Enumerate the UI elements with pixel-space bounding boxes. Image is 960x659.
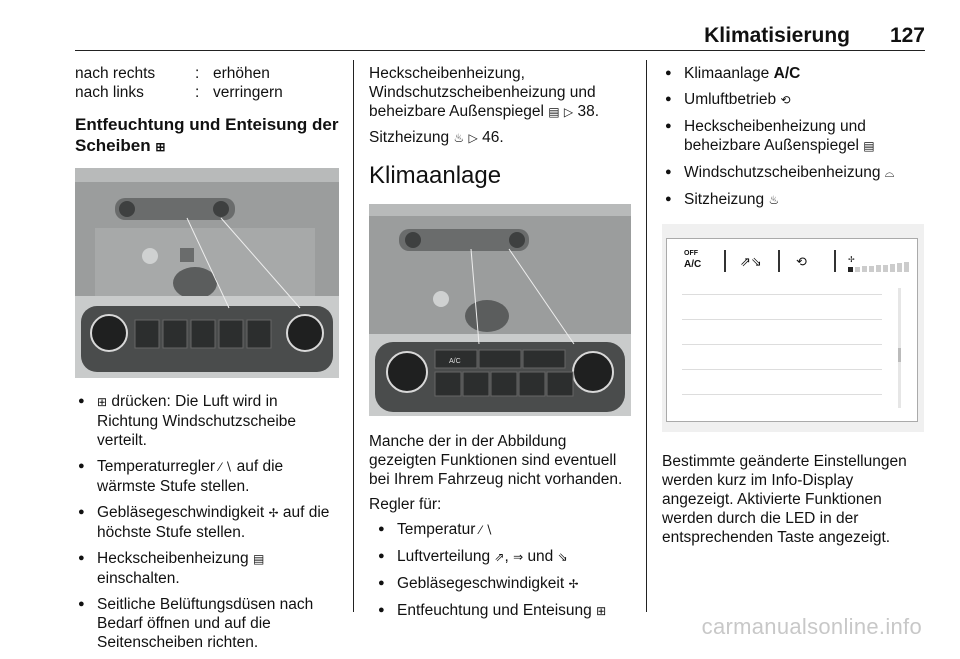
section-heading: Klimaanlage [369,162,502,189]
seat-heating-icon: ♨ [453,131,465,145]
fan-level-bar [848,262,909,272]
fan-icon: ✢ [568,577,579,591]
list-item: ● Windschutzscheibenheizung ⌓ [662,163,924,183]
list-item: ● Temperaturregler ⁄ ∖ auf die wärmste Stufe stellen. [75,457,340,496]
ac-button-label: A/C [449,358,461,365]
direction-row: nach links : verringern [75,84,283,101]
recirculation-icon: ⟲ [780,93,791,107]
instruction-list [75,392,340,652]
list-item: ● ⊞ drücken: Die Luft wird in Richtung Windschutzscheibe verteilt. [75,392,340,450]
list-item: ● Seitliche Belüftungsdüsen nach Bedarf öffnen und auf die Seitenscheiben richten. [75,595,340,652]
windscreen-heating-icon: ⌓ [884,166,895,180]
function-list [662,64,924,210]
caption: Manche der in der Abbildung gezeigten Funktionen sind eventuell bei Ihrem Fahrzeug nicht vorhanden. [369,433,623,488]
column-2 [369,64,633,628]
footer-watermark: carmanualsonline.info [701,614,922,639]
column-divider [353,60,354,612]
page-title: Klimatisierung [704,24,850,47]
list-item: ● Heckscheibenheizung und beheizbare Außenspiegel ▤ [662,117,924,156]
reference-arrow-icon: ▷ [468,131,478,145]
air-body-icon: ⇒ [513,550,524,564]
front-defrost-icon: ⊞ [596,604,607,618]
list-item: ● Heckscheibenheizung ▤ einschalten. [75,549,340,588]
ac-off-label: OFF [684,250,698,257]
list-item: ● Gebläsegeschwindigkeit ✢ [375,574,633,594]
scrollbar [898,288,901,408]
paragraph: Heckscheibenheizung, Windschutzscheibenheizung und beheizbare Außenspiegel ▤ ▷ 38. [369,65,600,120]
column-3 [662,64,924,547]
fan-icon: ✢ [268,506,279,520]
temperature-dial-icon: ⁄ ∖ [219,460,233,474]
recirculation-icon: ⟲ [796,254,807,269]
front-defrost-icon: ⊞ [155,140,166,154]
paragraph: Regler für: [369,496,442,513]
rear-defrost-icon: ▤ [252,552,265,566]
fan-icon: ✢ [848,255,855,264]
list-item: ● Gebläsegeschwindigkeit ✢ auf die höchste Stufe stellen. [75,503,340,542]
direction-row: nach rechts : erhöhen [75,65,270,82]
air-distribution-icon: ⇗⇘ [740,254,762,269]
page-header [75,24,925,51]
rear-defrost-icon: ▤ [548,105,560,119]
climate-panel-photo [75,168,339,378]
display-status-bar [670,250,914,278]
ac-label: A/C [684,259,702,270]
page-number: 127 [889,24,925,47]
list-item: ● Luftverteilung ⇗, ⇒ und ⇘ [375,547,633,567]
list-item: ● Entfeuchtung und Enteisung ⊞ [375,601,633,621]
air-windscreen-icon: ⇗ [494,550,505,564]
control-list [369,520,633,621]
info-display-screenshot [662,224,924,432]
rear-defrost-icon: ▤ [863,139,875,153]
reference-arrow-icon: ▷ [563,105,574,119]
seat-heating-icon: ♨ [768,193,780,207]
temperature-dial-icon: ⁄ ∖ [479,523,493,537]
climate-panel-photo [369,204,631,416]
list-item: ● Umluftbetrieb ⟲ [662,90,924,110]
list-item: ● Temperatur ⁄ ∖ [375,520,633,540]
column-divider [646,60,647,612]
column-1 [75,64,340,659]
section-heading: Entfeuchtung und Enteisung der Scheiben ⊞ [75,114,340,158]
paragraph: Sitzheizung ♨ ▷ 46. [369,129,504,146]
list-item: ● Klimaanlage A/C [662,64,924,83]
front-defrost-icon: ⊞ [97,395,108,409]
list-item: ● Sitzheizung ♨ [662,190,924,210]
air-foot-icon: ⇘ [557,550,568,564]
paragraph: Bestimmte geänderte Einstellungen werden kurz im Info-Display angezeigt. Aktivierte Funktionen werden durch die LED in der entsprechenden Taste angezeigt. [662,453,907,546]
